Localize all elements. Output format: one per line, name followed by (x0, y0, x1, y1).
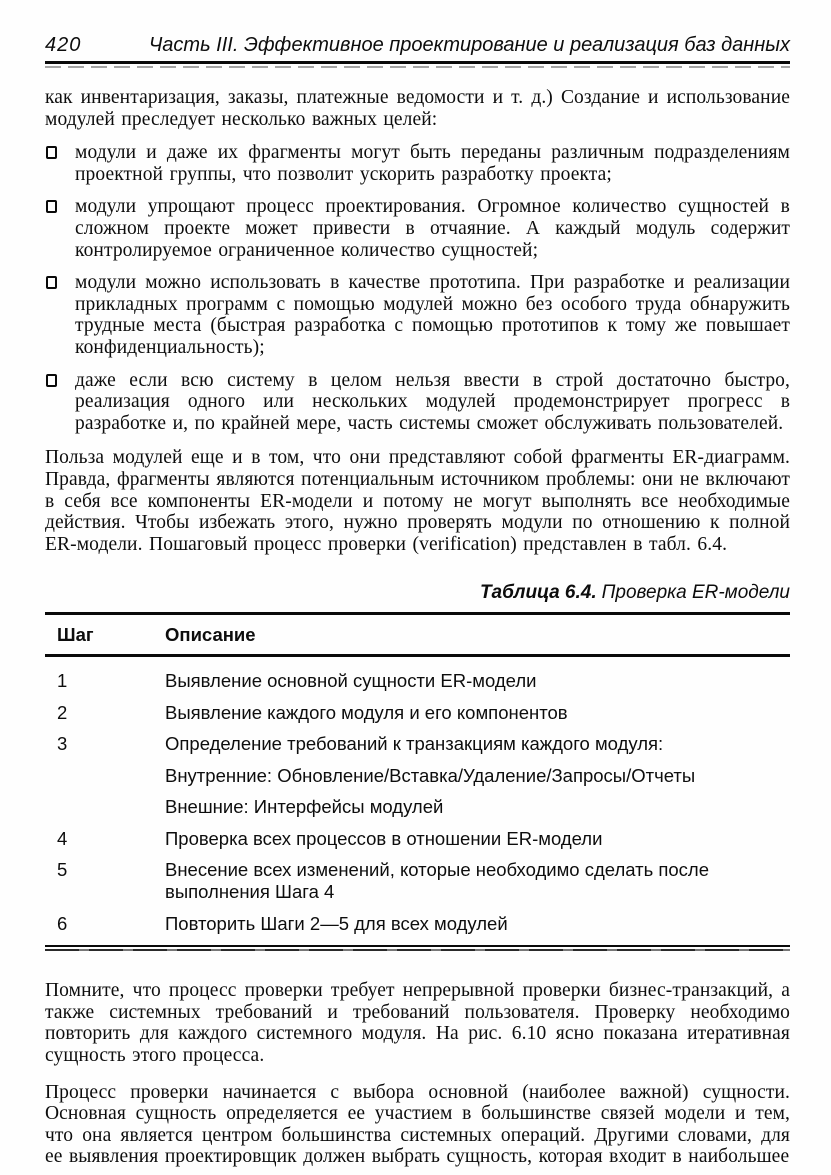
paragraph: Польза модулей еще и в том, что они представляют собой фрагменты ER-диаграмм. Правда, фрагменты являются потенциальным источником проблемы: они не включают в себя все компоненты ER-модели и потому не могут выполнять все необходимые действия. Чтобы избежать этого, нужно проверять модули по отношению к полной ER-модели. Пошаговый процесс проверки (verification) представлен в табл. 6.4. (45, 447, 790, 555)
page-number: 420 (45, 34, 82, 56)
list-item-text: модули упрощают процесс проектирования. Огромное количество сущностей в сложном проекте может привести в отчаяние. А каждый модуль содержит контролируемое ограниченное количество сущностей; (75, 196, 790, 261)
running-head (45, 34, 790, 56)
square-bullet-icon (46, 276, 57, 289)
table-row (57, 670, 790, 702)
description-line: Внешние: Интерфейсы модулей (165, 796, 444, 818)
header-rule (45, 61, 790, 68)
description-line: Повторить Шаги 2—5 для всех модулей (165, 912, 508, 934)
list-item (45, 196, 790, 261)
table-bottom-rule (45, 945, 790, 947)
table-header-row (45, 615, 790, 657)
step-cell: 1 (57, 670, 68, 692)
description-line: Выявление каждого модуля и его компонентов (165, 701, 568, 723)
table-caption-number: Таблица 6.4. (479, 582, 597, 604)
table-caption (45, 582, 790, 603)
list-item-text: модули можно использовать в качестве прототипа. При разработке и реализации прикладных программ с помощью модулей можно без особого труда обнаружить трудные места (быстрая разработка с помощью прототипов к тому же повышает конфиденциальность); (75, 272, 790, 358)
paragraph: Процесс проверки начинается с выбора основной (наиболее важной) сущности. Основная сущность определяется ее участием в большинстве связей модели и тем, что она является центром большинства системных операций. Другими словами, для ее выявления проектировщик должен выбрать сущность, которая входит в наибольшее (45, 1081, 790, 1168)
step-cell: 4 (57, 827, 68, 849)
description-line: Выявление основной сущности ER-модели (165, 670, 537, 692)
intro-paragraph: как инвентаризация, заказы, платежные ведомости и т. д.) Создание и использование модулей преследует несколько важных целей: (45, 87, 790, 130)
step-cell: 2 (57, 701, 68, 723)
step-cell: 5 (57, 859, 68, 881)
table-row (57, 859, 790, 913)
table-body (45, 657, 790, 945)
square-bullet-icon (46, 374, 57, 387)
description-cell (165, 670, 790, 702)
table-row (57, 828, 790, 860)
column-header-description: Описание (165, 624, 256, 646)
description-line: Определение требований к транзакциям каждого модуля: (165, 733, 664, 755)
bullet-list (45, 142, 790, 434)
description-line: Внесение всех изменений, которые необходимо сделать после выполнения Шага 4 (165, 859, 710, 903)
step-cell: 6 (57, 912, 68, 934)
running-title: Часть III. Эффективное проектирование и реализация баз данных (148, 34, 790, 56)
verification-table (45, 612, 790, 951)
table-row (57, 913, 790, 945)
list-item (45, 272, 790, 358)
square-bullet-icon (46, 146, 57, 159)
table-row (57, 702, 790, 734)
list-item-text: даже если всю систему в целом нельзя ввести в строй достаточно быстро, реализация одного или нескольких модулей продемонстрирует прогресс в разработке и, по крайней мере, часть системы сможет обслуживать пользователей. (75, 369, 790, 434)
table-bottom-rule-2 (45, 949, 790, 951)
description-cell (165, 913, 790, 945)
list-item (45, 370, 790, 435)
description-cell (165, 859, 790, 913)
square-bullet-icon (46, 200, 57, 213)
table-caption-text: Проверка ER-модели (601, 582, 790, 604)
table-row (57, 733, 790, 828)
list-item (45, 142, 790, 185)
description-line: Внутренние: Обновление/Вставка/Удаление/Запросы/Отчеты (165, 764, 696, 786)
step-cell: 3 (57, 733, 68, 755)
description-cell (165, 828, 790, 860)
description-line: Проверка всех процессов в отношении ER-модели (165, 827, 603, 849)
description-cell (165, 702, 790, 734)
column-header-step: Шаг (57, 624, 94, 646)
list-item-text: модули и даже их фрагменты могут быть переданы различным подразделениям проектной группы, что позволит ускорить разработку проекта; (75, 142, 790, 185)
description-cell (165, 733, 790, 828)
paragraph: Помните, что процесс проверки требует непрерывной проверки бизнес-транзакций, а также системных требований и требований пользователя. Проверку необходимо повторить для каждого системного модуля. На рис. 6.10 ясно показана итеративная сущность этого процесса. (45, 980, 790, 1067)
